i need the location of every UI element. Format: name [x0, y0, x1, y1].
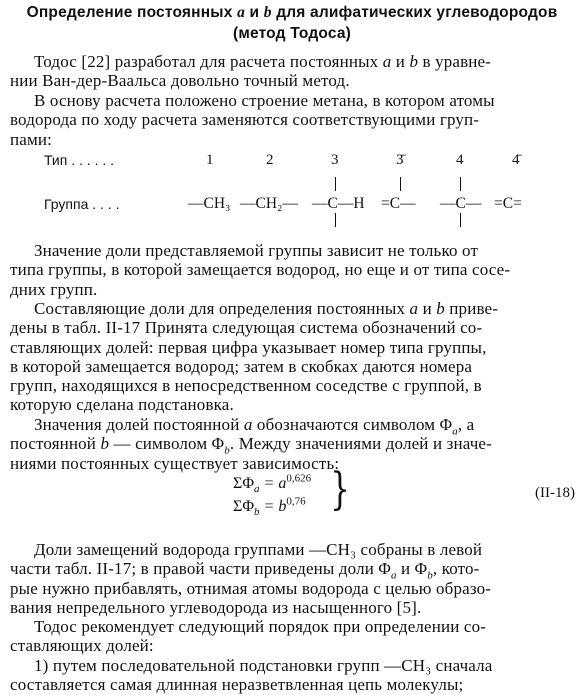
subscript-a: a — [390, 569, 397, 582]
text: Тодос рекомендует следующий порядок при определении со- — [34, 617, 487, 636]
bond-line — [335, 177, 336, 191]
var-a: a — [382, 52, 392, 71]
group-1: —CH₃ — [188, 195, 231, 212]
var-a: a — [243, 415, 253, 434]
text: дены в табл. II-17 Принята следующая система обозначений со- — [10, 318, 483, 338]
group-6: =C= — [494, 195, 522, 212]
text: обозначаются символом Φ — [252, 415, 453, 434]
text: — символом Φ — [109, 434, 225, 454]
group-3: —C—H — [312, 195, 365, 212]
type-2: 2 — [266, 152, 274, 168]
title-var-a: a — [237, 4, 246, 21]
type-3-bar: 3̄ — [396, 152, 404, 168]
var-b: b — [436, 299, 445, 318]
title-line-2: (метод Тодоса) — [232, 25, 352, 42]
text: ставляющих долей: — [10, 636, 154, 656]
equation-number: (II-18) — [535, 485, 575, 501]
title-text: и — [245, 4, 264, 21]
paragraph-8 — [10, 656, 578, 695]
group-5: —C— — [440, 195, 482, 212]
text: Составляющие доли для определения постоянных — [34, 299, 410, 318]
group-4: =C— — [381, 195, 416, 212]
text: дних групп. — [10, 279, 98, 299]
text: в которой замещается водород; затем в скобках даются номера — [10, 356, 473, 376]
text: и Φ — [396, 559, 428, 579]
text: , а — [457, 415, 475, 434]
title-text: для алифатических углеводородов — [271, 4, 558, 21]
title-var-b: b — [263, 4, 272, 21]
text: Доли замещений водорода группами —CH₃ собраны в левой — [34, 540, 483, 559]
text: = a — [259, 475, 287, 492]
text: , кото- — [432, 559, 480, 579]
text: вания непредельного углеводорода из насыщенного [5]. — [10, 597, 422, 617]
text: нии Ван-дер-Ваальса довольно точный метод. — [10, 71, 350, 91]
paragraph-7 — [10, 617, 578, 656]
text: и — [418, 299, 437, 318]
text: 1) путем последовательной подстановки групп —CH₃ сначала — [34, 656, 493, 675]
type-4: 4 — [456, 152, 464, 168]
text: составляется самая длинная неразветвленная цепь молекулы; — [10, 675, 464, 695]
text: постоянной — [10, 434, 101, 454]
text: ΣΦ — [233, 498, 255, 515]
section-title — [8, 2, 576, 44]
text: групп, находящихся в непосредственном соседстве с группой, в — [10, 376, 482, 396]
group-label: Группа . . . . — [44, 196, 120, 212]
text: типа группы, в которой замещается водород, но еще и от типа сосе- — [10, 260, 511, 280]
right-brace: } — [330, 464, 350, 515]
paragraph-3 — [10, 241, 578, 299]
paragraph-6 — [10, 540, 578, 617]
bond-line — [400, 177, 401, 191]
superscript: 0,626 — [286, 472, 312, 485]
title-line-1 — [8, 2, 576, 23]
text: В основу расчета положено строение метана, в котором атомы — [34, 91, 495, 110]
text: = b — [259, 498, 287, 515]
var-a: a — [409, 299, 419, 318]
text: рые нужно прибавлять, отнимая атомы водорода с целью образо- — [10, 578, 492, 598]
text: . Между значениями долей и значе- — [229, 434, 492, 454]
text: пами: — [10, 129, 52, 149]
subscript-b: b — [427, 569, 433, 582]
var-b: b — [100, 434, 110, 454]
title-text: Определение постоянных — [26, 4, 238, 21]
text: Значение доли представляемой группы зависит не только от — [34, 241, 479, 260]
subscript-a: a — [452, 425, 458, 438]
subscript: a — [254, 483, 260, 496]
text: ΣΦ — [233, 475, 255, 492]
paragraph-1 — [10, 52, 578, 91]
text: Тодос [22] разработал для расчета постоянных — [34, 52, 383, 71]
equation-row-2 — [233, 495, 306, 519]
text: и — [391, 52, 410, 71]
paragraph-2 — [10, 91, 578, 149]
equation-row-1 — [233, 472, 312, 496]
paragraph-4 — [10, 299, 578, 415]
text: водорода по ходу расчета заменяются соответствующими груп- — [10, 110, 480, 130]
text: которую сделана подстановка. — [10, 395, 234, 415]
type-label: Тип . . . . . . — [44, 152, 115, 168]
type-1: 1 — [206, 152, 214, 168]
bond-line — [460, 177, 461, 191]
subscript: b — [254, 506, 260, 519]
text: в уравне- — [418, 52, 491, 71]
bond-line — [335, 213, 336, 227]
superscript: 0,76 — [286, 495, 306, 508]
subscript-b: b — [224, 444, 230, 457]
var-b: b — [409, 52, 419, 71]
group-2: —CH₂— — [240, 195, 298, 212]
text: части табл. II-17; в правой части приведены доли Φ — [10, 559, 391, 579]
text: Значения долей постоянной — [34, 415, 244, 434]
type-4-bar: 4̄ — [512, 152, 520, 168]
text: ниями постоянных существует зависимость: — [10, 453, 340, 473]
text: ставляющих долей: первая цифра указывает номер типа группы, — [10, 337, 487, 357]
type-3: 3 — [331, 152, 339, 168]
text: приве- — [444, 299, 499, 318]
paragraph-5 — [10, 415, 578, 473]
bond-line — [460, 213, 461, 227]
